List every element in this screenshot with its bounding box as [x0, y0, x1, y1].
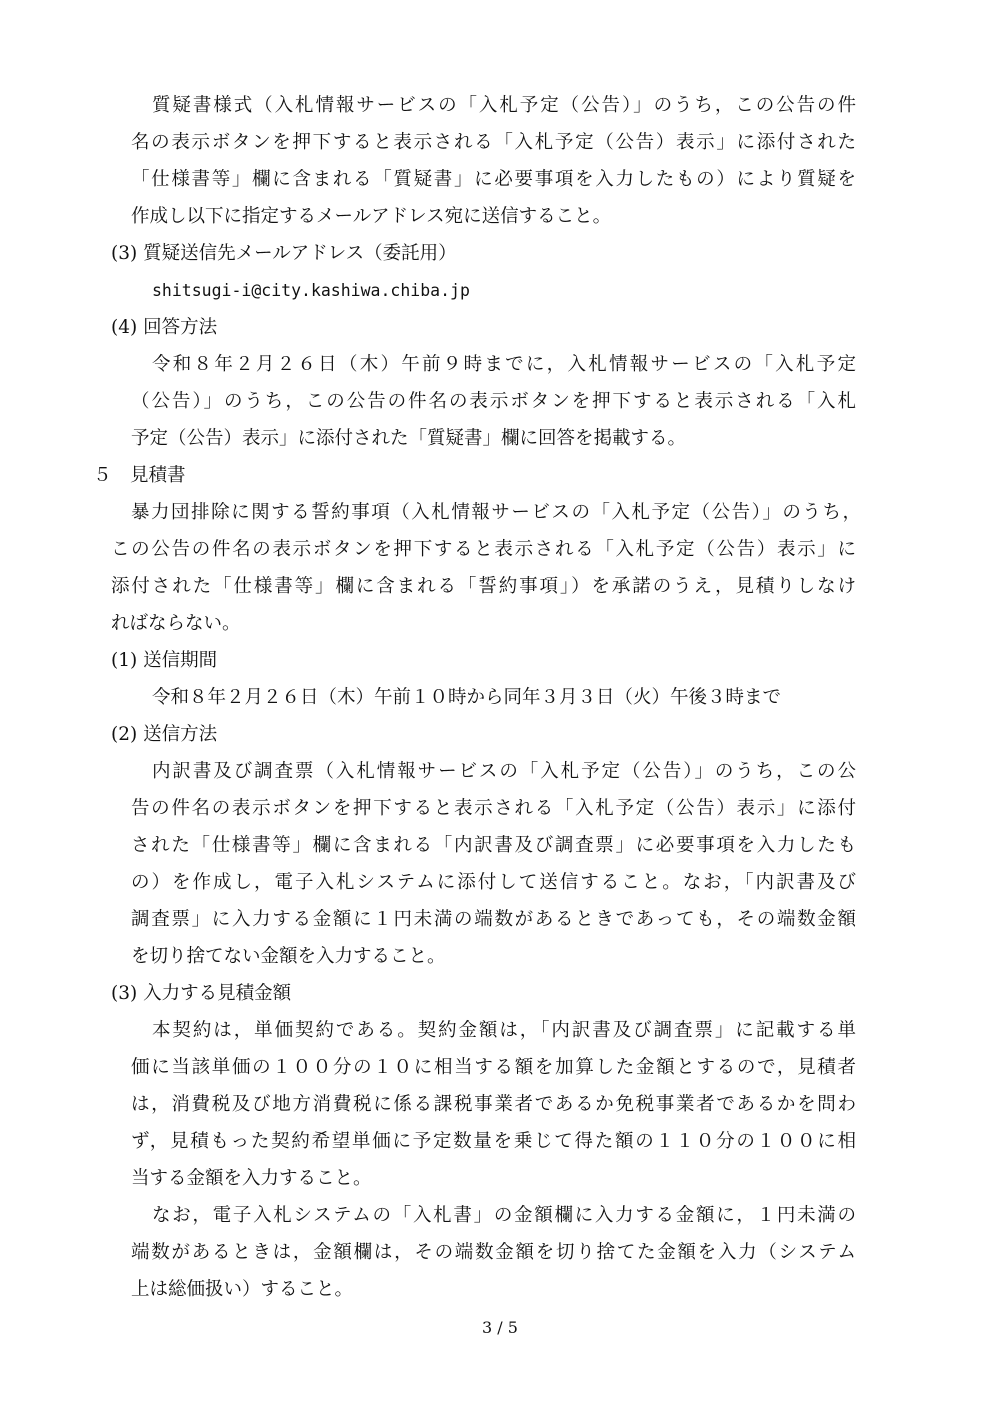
section-heading: (3) 入力する見積金額 — [111, 983, 292, 1004]
paragraph-line: 「仕様書等」欄に含まれる「質疑書」に必要事項を入力したもの）により質疑を — [131, 169, 858, 190]
paragraph-line: 当する金額を入力すること。 — [131, 1168, 372, 1189]
section-heading: (1) 送信期間 — [111, 650, 218, 671]
paragraph-line: ず，見積もった契約希望単価に予定数量を乗じて得た額の１１０分の１００に相 — [131, 1131, 858, 1152]
paragraph-line: された「仕様書等」欄に含まれる「内訳書及び調査票」に必要事項を入力したも — [131, 835, 858, 856]
paragraph-line: （公告）」のうち，この公告の件名の表示ボタンを押下すると表示される「入札 — [131, 391, 858, 412]
section-title: ５ 見積書 — [93, 465, 186, 486]
paragraph-line: 令和８年２月２６日（木）午前１０時から同年３月３日（火）午後３時まで — [152, 687, 782, 708]
email-address: shitsugi-i@city.kashiwa.chiba.jp — [152, 281, 470, 300]
paragraph-line: は，消費税及び地方消費税に係る課税事業者であるか免税事業者であるかを問わ — [131, 1094, 858, 1115]
paragraph-line: 価に当該単価の１００分の１０に相当する額を加算した金額とするので，見積者 — [131, 1057, 858, 1078]
section-heading: (4) 回答方法 — [111, 317, 218, 338]
paragraph-line: 令和８年２月２６日（木）午前９時までに，入札情報サービスの「入札予定 — [152, 354, 859, 375]
section-heading: (2) 送信方法 — [111, 724, 218, 745]
paragraph-line: 端数があるときは，金額欄は，その端数金額を切り捨てた金額を入力（システム — [131, 1242, 858, 1263]
paragraph-line: 暴力団排除に関する誓約事項（入札情報サービスの「入札予定（公告）」のうち， — [131, 502, 863, 523]
paragraph-line: この公告の件名の表示ボタンを押下すると表示される「入札予定（公告）表示」に — [111, 539, 858, 560]
paragraph-line: 添付された「仕様書等」欄に含まれる「誓約事項」）を承諾のうえ，見積りしなけ — [111, 576, 858, 597]
paragraph-line: なお，電子入札システムの「入札書」の金額欄に入力する金額に，１円未満の — [152, 1205, 858, 1226]
paragraph-line: 上は総価扱い）すること。 — [131, 1279, 354, 1300]
paragraph-line: 調査票」に入力する金額に１円未満の端数があるときであっても，その端数金額 — [131, 909, 858, 930]
section-heading: (3) 質疑送信先メールアドレス（委託用） — [111, 243, 457, 264]
paragraph-line: を切り捨てない金額を入力すること。 — [131, 946, 446, 967]
paragraph-line: 内訳書及び調査票（入札情報サービスの「入札予定（公告）」のうち，この公 — [152, 761, 858, 782]
paragraph-line: の）を作成し，電子入札システムに添付して送信すること。なお，「内訳書及び — [131, 872, 859, 893]
paragraph-line: ればならない。 — [111, 613, 241, 634]
page-number: 3 / 5 — [482, 1318, 518, 1337]
paragraph-line: 本契約は，単価契約である。契約金額は，「内訳書及び調査票」に記載する単 — [152, 1020, 858, 1041]
paragraph-line: 質疑書様式（入札情報サービスの「入札予定（公告）」のうち，この公告の件 — [152, 95, 858, 116]
paragraph-line: 予定（公告）表示」に添付された「質疑書」欄に回答を掲載する。 — [131, 428, 687, 449]
paragraph-line: 作成し以下に指定するメールアドレス宛に送信すること。 — [131, 206, 612, 227]
paragraph-line: 告の件名の表示ボタンを押下すると表示される「入札予定（公告）表示」に添付 — [131, 798, 858, 819]
paragraph-line: 名の表示ボタンを押下すると表示される「入札予定（公告）表示」に添付された — [131, 132, 858, 153]
